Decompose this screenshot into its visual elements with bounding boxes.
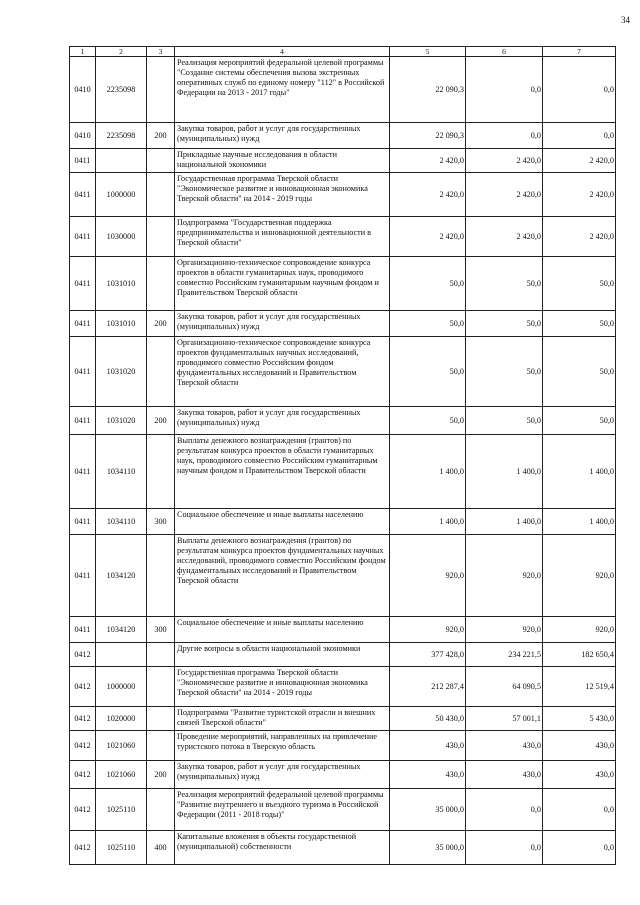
section-code: 0412 bbox=[70, 761, 96, 789]
section-code: 0412 bbox=[70, 667, 96, 707]
amount-col7: 2 420,0 bbox=[543, 217, 616, 257]
item-name: Государственная программа Тверской области "Экономическое развитие и инновационная экономика Тверской области" на 2014 - 2019 годы bbox=[175, 173, 390, 217]
target-code: 1034110 bbox=[96, 435, 147, 509]
target-code: 1000000 bbox=[96, 667, 147, 707]
expense-type: 200 bbox=[147, 407, 175, 435]
target-code: 2235098 bbox=[96, 57, 147, 123]
expense-type bbox=[147, 707, 175, 731]
section-code: 0411 bbox=[70, 617, 96, 643]
header-cell: 5 bbox=[390, 47, 466, 57]
amount-col6: 1 400,0 bbox=[466, 509, 543, 535]
amount-col7: 50,0 bbox=[543, 311, 616, 337]
section-code: 0411 bbox=[70, 217, 96, 257]
section-code: 0412 bbox=[70, 731, 96, 761]
item-name: Государственная программа Тверской области "Экономическое развитие и инновационная экономика Тверской области" на 2014 - 2019 годы bbox=[175, 667, 390, 707]
amount-col5: 430,0 bbox=[390, 761, 466, 789]
amount-col7: 5 430,0 bbox=[543, 707, 616, 731]
amount-col6: 1 400,0 bbox=[466, 435, 543, 509]
amount-col7: 1 400,0 bbox=[543, 509, 616, 535]
section-code: 0411 bbox=[70, 407, 96, 435]
header-cell: 6 bbox=[466, 47, 543, 57]
amount-col5: 920,0 bbox=[390, 535, 466, 617]
table-row bbox=[70, 257, 616, 311]
target-code: 1025110 bbox=[96, 789, 147, 831]
amount-col5: 50 430,0 bbox=[390, 707, 466, 731]
amount-col7: 50,0 bbox=[543, 257, 616, 311]
amount-col7: 0,0 bbox=[543, 789, 616, 831]
amount-col5: 212 287,4 bbox=[390, 667, 466, 707]
table-body bbox=[70, 47, 616, 865]
item-name: Подпрограмма "Развитие туристской отрасли и внешних связей Тверской области" bbox=[175, 707, 390, 731]
item-name: Организационно-техническое сопровождение конкурса проектов фундаментальных научных исследований, проводимого совместно Российским фондом фундаментальных исследований и Правительством Тверской области bbox=[175, 337, 390, 407]
amount-col5: 35 000,0 bbox=[390, 831, 466, 865]
amount-col6: 50,0 bbox=[466, 257, 543, 311]
amount-col6: 0,0 bbox=[466, 57, 543, 123]
target-code: 1034120 bbox=[96, 535, 147, 617]
budget-table bbox=[69, 46, 616, 865]
header-cell: 2 bbox=[96, 47, 147, 57]
expense-type: 200 bbox=[147, 311, 175, 337]
expense-type bbox=[147, 257, 175, 311]
item-name: Выплаты денежного вознаграждения (грантов) по результатам конкурса проектов фундаментальных научных исследований, проводимого совместно Российским фондом фундаментальных исследований и Правительством Тверской области bbox=[175, 535, 390, 617]
amount-col5: 920,0 bbox=[390, 617, 466, 643]
amount-col7: 0,0 bbox=[543, 57, 616, 123]
amount-col7: 2 420,0 bbox=[543, 149, 616, 173]
section-code: 0411 bbox=[70, 535, 96, 617]
amount-col7: 2 420,0 bbox=[543, 173, 616, 217]
amount-col5: 2 420,0 bbox=[390, 149, 466, 173]
item-name: Реализация мероприятий федеральной целевой программы "Развитие внутреннего и въездного туризма в Российской Федерации (2011 - 2018 годы)" bbox=[175, 789, 390, 831]
section-code: 0411 bbox=[70, 173, 96, 217]
amount-col7: 1 400,0 bbox=[543, 435, 616, 509]
table-row bbox=[70, 435, 616, 509]
section-code: 0411 bbox=[70, 257, 96, 311]
section-code: 0410 bbox=[70, 123, 96, 149]
expense-type: 400 bbox=[147, 831, 175, 865]
amount-col5: 35 000,0 bbox=[390, 789, 466, 831]
table-row bbox=[70, 761, 616, 789]
amount-col5: 22 090,3 bbox=[390, 57, 466, 123]
section-code: 0412 bbox=[70, 831, 96, 865]
table-row bbox=[70, 123, 616, 149]
amount-col6: 2 420,0 bbox=[466, 217, 543, 257]
section-code: 0411 bbox=[70, 435, 96, 509]
table-row bbox=[70, 535, 616, 617]
item-name: Проведение мероприятий, направленных на привлечение туристского потока в Тверскую область bbox=[175, 731, 390, 761]
expense-type: 300 bbox=[147, 509, 175, 535]
target-code bbox=[96, 149, 147, 173]
expense-type bbox=[147, 57, 175, 123]
table-row bbox=[70, 509, 616, 535]
expense-type bbox=[147, 789, 175, 831]
amount-col6: 0,0 bbox=[466, 831, 543, 865]
table-row bbox=[70, 643, 616, 667]
target-code: 1021060 bbox=[96, 761, 147, 789]
amount-col5: 1 400,0 bbox=[390, 509, 466, 535]
amount-col7: 182 650,4 bbox=[543, 643, 616, 667]
item-name: Социальное обеспечение и иные выплаты населению bbox=[175, 617, 390, 643]
amount-col6: 2 420,0 bbox=[466, 173, 543, 217]
expense-type bbox=[147, 667, 175, 707]
expense-type bbox=[147, 337, 175, 407]
target-code: 1034120 bbox=[96, 617, 147, 643]
item-name: Подпрограмма "Государственная поддержка предпринимательства и инновационной деятельности в Тверской области" bbox=[175, 217, 390, 257]
section-code: 0412 bbox=[70, 643, 96, 667]
amount-col5: 50,0 bbox=[390, 257, 466, 311]
item-name: Другие вопросы в области национальной экономики bbox=[175, 643, 390, 667]
amount-col6: 0,0 bbox=[466, 123, 543, 149]
header-cell: 3 bbox=[147, 47, 175, 57]
table-row bbox=[70, 173, 616, 217]
amount-col5: 2 420,0 bbox=[390, 173, 466, 217]
amount-col6: 64 090,5 bbox=[466, 667, 543, 707]
table-row bbox=[70, 731, 616, 761]
section-code: 0411 bbox=[70, 149, 96, 173]
target-code: 1031010 bbox=[96, 311, 147, 337]
amount-col5: 50,0 bbox=[390, 407, 466, 435]
table-row bbox=[70, 667, 616, 707]
amount-col6: 50,0 bbox=[466, 337, 543, 407]
item-name: Закупка товаров, работ и услуг для государственных (муниципальных) нужд bbox=[175, 311, 390, 337]
table-row bbox=[70, 707, 616, 731]
table-row bbox=[70, 217, 616, 257]
item-name: Социальное обеспечение и иные выплаты населению bbox=[175, 509, 390, 535]
item-name: Организационно-техническое сопровождение конкурса проектов в области гуманитарных наук, проводимого совместно Российским гуманитарным научным фондом и Правительством Тверской области bbox=[175, 257, 390, 311]
expense-type bbox=[147, 535, 175, 617]
expense-type: 300 bbox=[147, 617, 175, 643]
item-name: Закупка товаров, работ и услуг для государственных (муниципальных) нужд bbox=[175, 761, 390, 789]
header-cell: 7 bbox=[543, 47, 616, 57]
amount-col6: 234 221,5 bbox=[466, 643, 543, 667]
amount-col7: 920,0 bbox=[543, 535, 616, 617]
target-code: 1034110 bbox=[96, 509, 147, 535]
target-code: 1025110 bbox=[96, 831, 147, 865]
amount-col5: 2 420,0 bbox=[390, 217, 466, 257]
amount-col6: 2 420,0 bbox=[466, 149, 543, 173]
header-cell: 4 bbox=[175, 47, 390, 57]
table-row bbox=[70, 617, 616, 643]
amount-col7: 0,0 bbox=[543, 123, 616, 149]
amount-col7: 920,0 bbox=[543, 617, 616, 643]
amount-col7: 12 519,4 bbox=[543, 667, 616, 707]
section-code: 0411 bbox=[70, 337, 96, 407]
table-row bbox=[70, 311, 616, 337]
target-code: 2235098 bbox=[96, 123, 147, 149]
amount-col5: 50,0 bbox=[390, 311, 466, 337]
amount-col6: 430,0 bbox=[466, 731, 543, 761]
amount-col7: 50,0 bbox=[543, 337, 616, 407]
header-cell: 1 bbox=[70, 47, 96, 57]
target-code: 1031020 bbox=[96, 407, 147, 435]
amount-col6: 50,0 bbox=[466, 407, 543, 435]
amount-col7: 50,0 bbox=[543, 407, 616, 435]
amount-col6: 57 001,1 bbox=[466, 707, 543, 731]
amount-col5: 430,0 bbox=[390, 731, 466, 761]
amount-col5: 50,0 bbox=[390, 337, 466, 407]
target-code: 1000000 bbox=[96, 173, 147, 217]
target-code: 1031010 bbox=[96, 257, 147, 311]
amount-col5: 377 428,0 bbox=[390, 643, 466, 667]
amount-col5: 1 400,0 bbox=[390, 435, 466, 509]
target-code bbox=[96, 643, 147, 667]
amount-col7: 430,0 bbox=[543, 761, 616, 789]
expense-type bbox=[147, 643, 175, 667]
amount-col7: 0,0 bbox=[543, 831, 616, 865]
amount-col6: 920,0 bbox=[466, 617, 543, 643]
amount-col6: 0,0 bbox=[466, 789, 543, 831]
expense-type bbox=[147, 173, 175, 217]
expense-type: 200 bbox=[147, 123, 175, 149]
item-name: Капитальные вложения в объекты государственной (муниципальной) собственности bbox=[175, 831, 390, 865]
table-row bbox=[70, 337, 616, 407]
item-name: Прикладные научные исследования в области национальной экономики bbox=[175, 149, 390, 173]
section-code: 0411 bbox=[70, 311, 96, 337]
target-code: 1030000 bbox=[96, 217, 147, 257]
section-code: 0412 bbox=[70, 789, 96, 831]
table-row bbox=[70, 831, 616, 865]
table-row bbox=[70, 57, 616, 123]
amount-col6: 920,0 bbox=[466, 535, 543, 617]
table-row bbox=[70, 149, 616, 173]
item-name: Реализация мероприятий федеральной целевой программы "Создание системы обеспечения вызова экстренных оперативных служб по единому номеру "112" в Российской Федерации на 2013 - 2017 годы" bbox=[175, 57, 390, 123]
item-name: Выплаты денежного вознаграждения (грантов) по результатам конкурса проектов в области гуманитарных наук, проводимого совместно Российским гуманитарным научным фондом и Правительством Тверской области bbox=[175, 435, 390, 509]
amount-col6: 50,0 bbox=[466, 311, 543, 337]
item-name: Закупка товаров, работ и услуг для государственных (муниципальных) нужд bbox=[175, 123, 390, 149]
expense-type: 200 bbox=[147, 761, 175, 789]
table-row bbox=[70, 789, 616, 831]
section-code: 0411 bbox=[70, 509, 96, 535]
page-number: 34 bbox=[621, 15, 630, 25]
amount-col6: 430,0 bbox=[466, 761, 543, 789]
target-code: 1021060 bbox=[96, 731, 147, 761]
target-code: 1031020 bbox=[96, 337, 147, 407]
item-name: Закупка товаров, работ и услуг для государственных (муниципальных) нужд bbox=[175, 407, 390, 435]
amount-col5: 22 090,3 bbox=[390, 123, 466, 149]
expense-type bbox=[147, 435, 175, 509]
table-row bbox=[70, 407, 616, 435]
header-row bbox=[70, 47, 616, 57]
expense-type bbox=[147, 731, 175, 761]
section-code: 0412 bbox=[70, 707, 96, 731]
expense-type bbox=[147, 149, 175, 173]
amount-col7: 430,0 bbox=[543, 731, 616, 761]
target-code: 1020000 bbox=[96, 707, 147, 731]
section-code: 0410 bbox=[70, 57, 96, 123]
expense-type bbox=[147, 217, 175, 257]
